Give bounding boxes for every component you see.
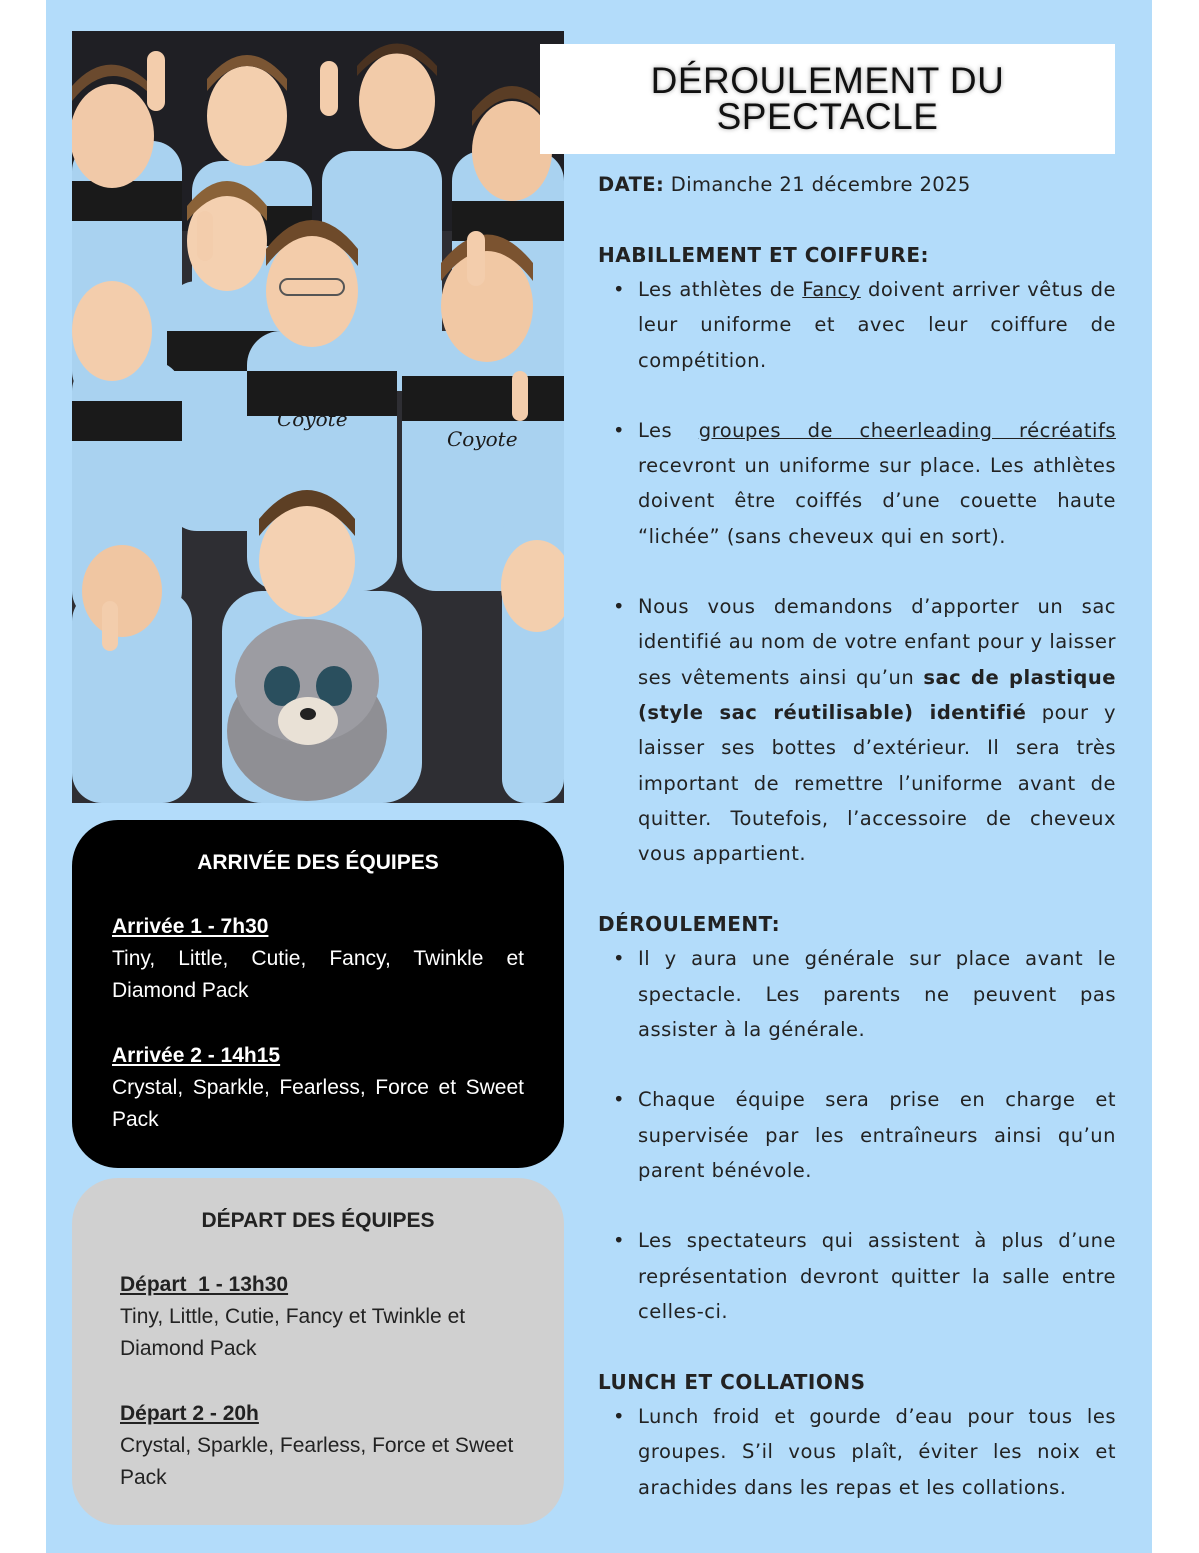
lunch-heading: LUNCH ET COLLATIONS — [598, 1370, 866, 1395]
list-item: • Les athlètes de Fancy doivent arriver vêtus de leur uniforme et avec leur coiffure de compétition. — [638, 272, 1116, 378]
habillement-list — [598, 272, 1116, 871]
departure-slot-1-title: Départ 1 - 13h30 — [120, 1273, 289, 1296]
list-item: • Chaque équipe sera prise en charge et supervisée par les entraîneurs ainsi qu’un parent bénévole. — [638, 1082, 1116, 1188]
title-box — [540, 44, 1115, 154]
title-line-1: DÉROULEMENT DU — [650, 60, 1005, 101]
list-item: • Les spectateurs qui assistent à plus d’une représentation devront quitter la salle entre celles-ci. — [638, 1223, 1116, 1329]
info-column — [598, 168, 1116, 1505]
uniform-logo-2: Coyote — [447, 427, 518, 451]
arrival-slot-2-teams: Crystal, Sparkle, Fearless, Force et Sweet Pack — [112, 1076, 524, 1131]
date-line — [598, 168, 1116, 202]
uniform-logo-1: Coyote — [277, 407, 348, 431]
list-item: • Il y aura une générale sur place avant le spectacle. Les parents ne peuvent pas assister à la générale. — [638, 941, 1116, 1047]
arrival-heading: ARRIVÉE DES ÉQUIPES — [197, 851, 439, 874]
departure-card — [72, 1178, 564, 1525]
arrival-slot-2-title: Arrivée 2 - 14h15 — [112, 1044, 281, 1067]
arrival-card — [72, 820, 564, 1168]
list-item: • Lunch froid et gourde d’eau pour tous les groupes. S’il vous plaît, éviter les noix et arachides dans les repas et les collations. — [638, 1399, 1116, 1505]
deroulement-heading: DÉROULEMENT: — [598, 912, 781, 937]
departure-heading: DÉPART DES ÉQUIPES — [201, 1209, 435, 1232]
team-photo — [72, 31, 564, 803]
plastic-bag-note: sac de plastique (style sac réutilisable) identifié — [638, 665, 1116, 724]
departure-slot-2-teams: Crystal, Sparkle, Fearless, Force et Sweet Pack — [120, 1434, 514, 1489]
page-title — [650, 60, 1005, 137]
list-item: • Les groupes de cheerleading récréatifs recevront un uniforme sur place. Les athlètes doivent être coiffés d’une couette haute “lichée” (sans cheveux qui en sort). — [638, 413, 1116, 554]
departure-slot-1-teams: Tiny, Little, Cutie, Fancy et Twinkle et Diamond Pack — [120, 1305, 466, 1360]
departure-slot-2-title: Départ 2 - 20h — [120, 1402, 259, 1425]
deroulement-list — [598, 941, 1116, 1329]
date-label: DATE: — [598, 173, 665, 196]
habillement-heading: HABILLEMENT ET COIFFURE: — [598, 243, 929, 267]
title-line-2: SPECTACLE — [716, 96, 939, 137]
list-item: • Nous vous demandons d’apporter un sac identifié au nom de votre enfant pour y laisser ses vêtements ainsi qu’un sac de plastique (style sac réutilisable) identifié pour y laisser ses bottes d’extérieur. Il sera très important de remettre l’uniforme avant de quitter. Toutefois, l’accessoire de cheveux vous appartient. — [638, 589, 1116, 871]
fancy-link-text: Fancy — [802, 278, 861, 301]
lunch-list — [598, 1399, 1116, 1505]
arrival-slot-1-title: Arrivée 1 - 7h30 — [112, 915, 269, 938]
arrival-slot-1-teams: Tiny, Little, Cutie, Fancy, Twinkle et Diamond Pack — [112, 947, 524, 1002]
recreatif-link-text: groupes de cheerleading récréatifs — [698, 418, 1116, 442]
date-value: Dimanche 21 décembre 2025 — [670, 173, 971, 196]
